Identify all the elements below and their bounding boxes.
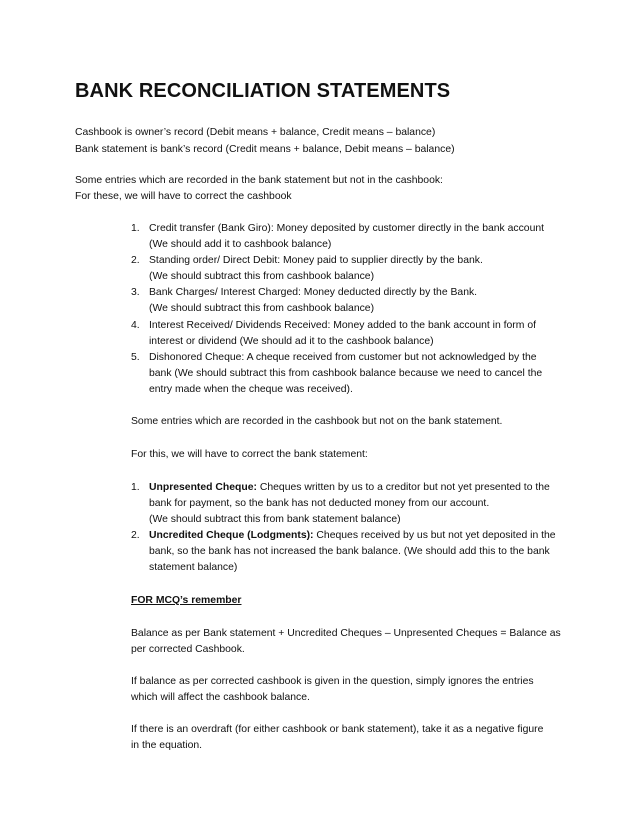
term-description: Cheques received by us but not yet deposited in the	[313, 530, 556, 541]
intro-line-2: Bank statement is bank’s record (Credit means + balance, Debit means – balance)	[75, 144, 455, 155]
list-item-text: entry made when the cheque was received).	[149, 384, 353, 395]
mcq-note: If there is an overdraft (for either cashbook or bank statement), take it as a negative figure	[131, 724, 544, 735]
cashbook-lead-2: For these, we will have to correct the cashbook	[75, 191, 292, 202]
list-item-text: Credit transfer (Bank Giro): Money deposited by customer directly in the bank account	[149, 223, 545, 234]
mcq-note: in the equation.	[131, 740, 203, 751]
mcq-note: which will affect the cashbook balance.	[131, 692, 310, 703]
list-item-text: bank (We should subtract this from cashbook balance because we need to cancel the	[149, 368, 543, 379]
term-description: Cheques written by us to a creditor but not yet presented to the	[256, 482, 550, 493]
list-number: 2.	[131, 255, 140, 266]
list-number: 4.	[131, 320, 140, 331]
list-item-text: Bank Charges/ Interest Charged: Money deducted directly by the Bank.	[149, 287, 478, 298]
list-number: 3.	[131, 287, 140, 298]
list-item-text	[149, 528, 556, 544]
list-number: 1.	[131, 482, 140, 493]
list-item-text: bank, so the bank has not increased the bank balance. (We should add this to the bank	[149, 546, 550, 557]
list-item-text	[149, 480, 550, 496]
list-item-text: bank for payment, so the bank has not deducted money from our account.	[149, 498, 490, 509]
list-item-text: statement balance)	[149, 562, 238, 573]
list-item-text: Dishonored Cheque: A cheque received from customer but not acknowledged by the	[149, 352, 537, 363]
list-item-text: (We should add it to cashbook balance)	[149, 239, 332, 250]
intro-line-1: Cashbook is owner’s record (Debit means + balance, Credit means – balance)	[75, 127, 436, 138]
list-number: 1.	[131, 223, 140, 234]
list-item-text: Standing order/ Direct Debit: Money paid to supplier directly by the bank.	[149, 255, 483, 266]
term-uncredited-cheque: Uncredited Cheque (Lodgments):	[149, 530, 314, 541]
mcq-heading: FOR MCQ’s remember	[131, 595, 242, 606]
bank-lead-2: For this, we will have to correct the bank statement:	[131, 449, 368, 460]
list-item-text: Interest Received/ Dividends Received: Money added to the bank account in form of	[149, 320, 536, 331]
list-number: 5.	[131, 352, 140, 363]
list-item-text: (We should subtract this from cashbook balance)	[149, 271, 375, 282]
mcq-note: If balance as per corrected cashbook is given in the question, simply ignores the entries	[131, 676, 534, 687]
bank-lead-1: Some entries which are recorded in the cashbook but not on the bank statement.	[131, 416, 503, 427]
cashbook-lead-1: Some entries which are recorded in the bank statement but not in the cashbook:	[75, 175, 443, 186]
term-unpresented-cheque: Unpresented Cheque:	[149, 482, 257, 493]
list-item-text: (We should subtract this from cashbook balance)	[149, 303, 375, 314]
mcq-formula: per corrected Cashbook.	[131, 644, 245, 655]
list-number: 2.	[131, 530, 140, 541]
page-title: BANK RECONCILIATION STATEMENTS	[75, 80, 451, 102]
mcq-formula: Balance as per Bank statement + Uncredited Cheques – Unpresented Cheques = Balance as	[131, 628, 561, 639]
list-item-text: (We should subtract this from bank statement balance)	[149, 514, 401, 525]
list-item-text: interest or dividend (We should ad it to the cashbook balance)	[149, 336, 434, 347]
